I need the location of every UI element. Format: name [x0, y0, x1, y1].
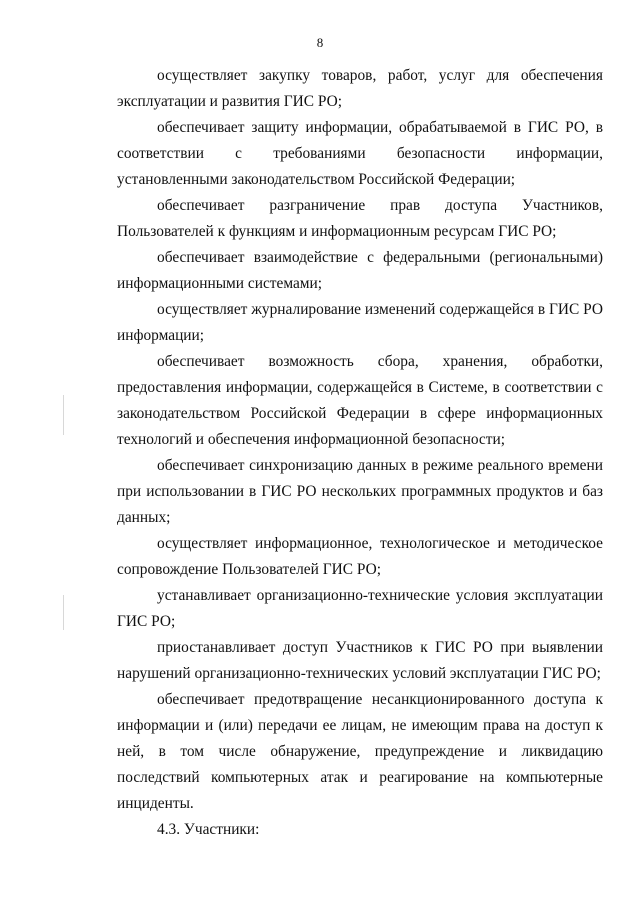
list-item: обеспечивает предотвращение несанкционированного доступа к информации и (или) передачи ее лицам, не имеющим права на доступ к ней, в том числе обнаружение, предупреждение и ликвидацию последствий компьютерных атак и реагирование на компьютерные инциденты.	[117, 691, 603, 812]
list-item: осуществляет информационное, технологическое и методическое сопровождение Пользователей ГИС РО;	[117, 535, 603, 578]
list-item: осуществляет закупку товаров, работ, услуг для обеспечения эксплуатации и развития ГИС РО;	[117, 67, 603, 110]
scan-margin-mark	[63, 595, 64, 630]
document-body	[117, 63, 603, 843]
section-heading: 4.3. Участники:	[157, 821, 260, 838]
list-item: обеспечивает синхронизацию данных в режиме реального времени при использовании в ГИС РО нескольких программных продуктов и баз данных;	[117, 457, 603, 526]
list-item: приостанавливает доступ Участников к ГИС РО при выявлении нарушений организационно-технических условий эксплуатации ГИС РО;	[117, 639, 603, 682]
list-item: обеспечивает защиту информации, обрабатываемой в ГИС РО, в соответствии с требованиями безопасности информации, установленными законодательством Российской Федерации;	[117, 119, 603, 188]
list-item: устанавливает организационно-технические условия эксплуатации ГИС РО;	[117, 587, 603, 630]
list-item: обеспечивает разграничение прав доступа Участников, Пользователей к функциям и информационным ресурсам ГИС РО;	[117, 197, 603, 240]
list-item: обеспечивает возможность сбора, хранения, обработки, предоставления информации, содержащейся в Системе, в соответствии с законодательством Российской Федерации в сфере информационных технологий и обеспечения информационной безопасности;	[117, 353, 603, 448]
scan-margin-mark	[63, 395, 64, 435]
page-number: 8	[316, 35, 324, 50]
list-item: обеспечивает взаимодействие с федеральными (региональными) информационными системами;	[117, 249, 603, 292]
list-item: осуществляет журналирование изменений содержащейся в ГИС РО информации;	[117, 301, 603, 344]
